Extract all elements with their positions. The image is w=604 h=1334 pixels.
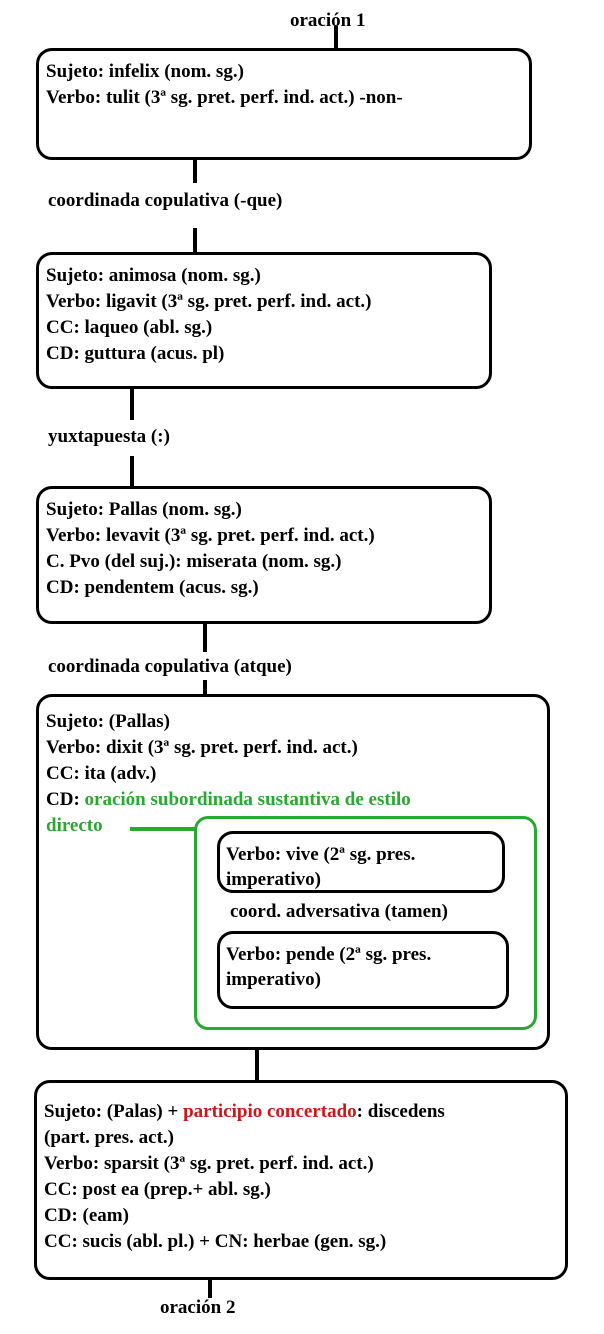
subordinate-clause-frame bbox=[194, 816, 537, 1030]
connector-1b bbox=[193, 228, 197, 254]
clause-box-1 bbox=[36, 48, 532, 160]
box4-line-2: Verbo: dixit (3ª sg. pret. perf. ind. act.) bbox=[46, 737, 358, 758]
connector-1a bbox=[193, 159, 197, 183]
connector-3a bbox=[203, 622, 207, 652]
clause-box-5 bbox=[34, 1080, 568, 1280]
box1-line-1: Sujeto: infelix (nom. sg.) bbox=[46, 61, 244, 82]
box5-line-1-prefix: Sujeto: (Palas) + bbox=[44, 1101, 184, 1122]
box5-line-5: CD: (eam) bbox=[44, 1205, 129, 1226]
clause-box-4 bbox=[36, 694, 550, 1050]
box5-participle-label: participio concertado bbox=[183, 1101, 357, 1122]
connector-4a bbox=[255, 1048, 259, 1082]
box4-cd-prefix: CD: bbox=[46, 789, 85, 810]
box4-cd-green-2: directo bbox=[46, 815, 103, 836]
link-label-2: yuxtapuesta (:) bbox=[48, 426, 170, 447]
box5-line-4: CC: post ea (prep.+ abl. sg.) bbox=[44, 1179, 271, 1200]
sub2-line-1: Verbo: pende (2ª sg. pres. bbox=[226, 944, 432, 965]
box2-line-2: Verbo: ligavit (3ª sg. pret. perf. ind. act.) bbox=[46, 291, 372, 312]
box2-line-3: CC: laqueo (abl. sg.) bbox=[46, 317, 213, 338]
box1-line-2: Verbo: tulit (3ª sg. pret. perf. ind. act.) -non- bbox=[46, 87, 403, 108]
green-connector bbox=[130, 827, 196, 831]
box3-line-1: Sujeto: Pallas (nom. sg.) bbox=[46, 499, 242, 520]
box4-line-1: Sujeto: (Pallas) bbox=[46, 711, 171, 732]
connector-2b bbox=[130, 456, 134, 488]
sub-clause-box-1 bbox=[217, 831, 505, 893]
sub-link-label: coord. adversativa (tamen) bbox=[230, 901, 448, 922]
connector-2a bbox=[130, 387, 134, 420]
link-label-1: coordinada copulativa (-que) bbox=[48, 190, 283, 211]
sub-clause-box-2 bbox=[217, 931, 509, 1009]
sub1-line-2: imperativo) bbox=[226, 869, 321, 890]
box5-line-3: Verbo: sparsit (3ª sg. pret. perf. ind. act.) bbox=[44, 1153, 374, 1174]
link-label-3: coordinada copulativa (atque) bbox=[48, 656, 292, 677]
box4-line-3: CC: ita (adv.) bbox=[46, 763, 157, 784]
clause-box-2 bbox=[36, 252, 492, 389]
box5-line-6: CC: sucis (abl. pl.) + CN: herbae (gen. sg.) bbox=[44, 1231, 387, 1252]
top-label: oración 1 bbox=[290, 10, 366, 31]
bottom-label: oración 2 bbox=[160, 1297, 236, 1318]
box4-cd-line bbox=[46, 787, 411, 813]
box2-line-1: Sujeto: animosa (nom. sg.) bbox=[46, 265, 261, 286]
box3-line-4: CD: pendentem (acus. sg.) bbox=[46, 577, 259, 598]
box3-line-2: Verbo: levavit (3ª sg. pret. perf. ind. act.) bbox=[46, 525, 375, 546]
connector-bottom bbox=[208, 1278, 212, 1298]
box2-line-4: CD: guttura (acus. pl) bbox=[46, 343, 225, 364]
box5-line-2: (part. pres. act.) bbox=[44, 1127, 174, 1148]
clause-box-3 bbox=[36, 486, 492, 624]
box5-line-1 bbox=[44, 1099, 445, 1125]
box4-cd-green-1: oración subordinada sustantiva de estilo bbox=[84, 789, 411, 810]
sub2-line-2: imperativo) bbox=[226, 969, 321, 990]
sub1-line-1: Verbo: vive (2ª sg. pres. bbox=[226, 844, 416, 865]
box3-line-3: C. Pvo (del suj.): miserata (nom. sg.) bbox=[46, 551, 342, 572]
box5-line-1-suffix: : discedens bbox=[356, 1101, 445, 1122]
